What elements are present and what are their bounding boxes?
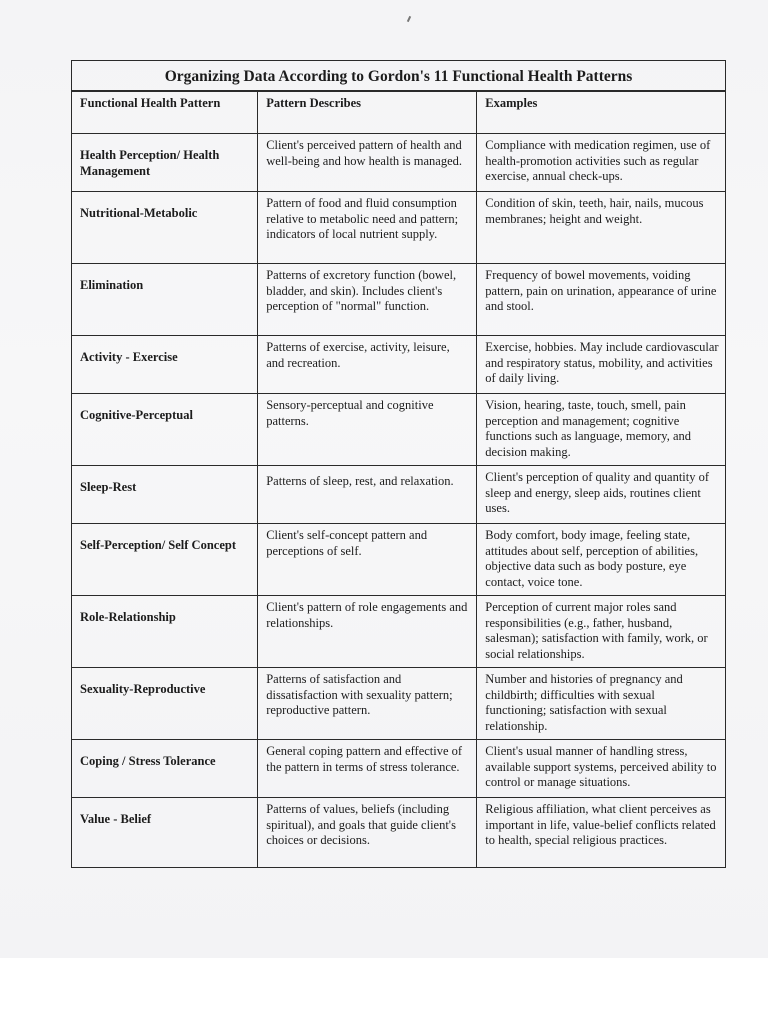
describes-cell: Client's pattern of role engagements and relationships. [258, 596, 477, 668]
table-row [72, 466, 726, 524]
table-row [72, 668, 726, 740]
table-header-row [72, 91, 726, 134]
describes-cell: Patterns of excretory function (bowel, bladder, and skin). Includes client's perception of "normal" function. [258, 264, 477, 336]
examples-cell: Number and histories of pregnancy and childbirth; difficulties with sexual functioning; satisfaction with sexual relationship. [477, 668, 726, 740]
pattern-cell: Self-Perception/ Self Concept [72, 524, 258, 596]
table-row [72, 192, 726, 264]
pattern-cell: Coping / Stress Tolerance [72, 740, 258, 798]
describes-cell: Sensory-perceptual and cognitive patterns. [258, 394, 477, 466]
functional-health-patterns-table [71, 60, 726, 868]
examples-cell: Religious affiliation, what client perceives as important in life, value-belief conflicts related to health, special religious practices. [477, 798, 726, 868]
describes-cell: Client's self-concept pattern and perceptions of self. [258, 524, 477, 596]
examples-cell: Compliance with medication regimen, use of health-promotion activities such as regular exercise, annual check-ups. [477, 134, 726, 192]
examples-cell: Vision, hearing, taste, touch, smell, pain perception and management; cognitive functions such as language, memory, and decision making. [477, 394, 726, 466]
pattern-cell: Activity - Exercise [72, 336, 258, 394]
header-functional-health-pattern: Functional Health Pattern [72, 91, 258, 134]
pattern-cell: Sleep-Rest [72, 466, 258, 524]
table-row [72, 336, 726, 394]
describes-cell: Pattern of food and fluid consumption relative to metabolic need and pattern; indicators of local nutrient supply. [258, 192, 477, 264]
pattern-cell: Health Perception/ Health Management [72, 134, 258, 192]
table-row [72, 596, 726, 668]
describes-cell: Patterns of values, beliefs (including spiritual), and goals that guide client's choices or decisions. [258, 798, 477, 868]
header-examples: Examples [477, 91, 726, 134]
pattern-cell: Elimination [72, 264, 258, 336]
pattern-cell: Value - Belief [72, 798, 258, 868]
scan-mark [407, 16, 411, 22]
table-row [72, 264, 726, 336]
table-row [72, 134, 726, 192]
describes-cell: Patterns of satisfaction and dissatisfaction with sexuality pattern; reproductive pattern. [258, 668, 477, 740]
header-pattern-describes: Pattern Describes [258, 91, 477, 134]
describes-cell: General coping pattern and effective of the pattern in terms of stress tolerance. [258, 740, 477, 798]
pattern-cell: Nutritional-Metabolic [72, 192, 258, 264]
pattern-cell: Sexuality-Reproductive [72, 668, 258, 740]
describes-cell: Patterns of exercise, activity, leisure, and recreation. [258, 336, 477, 394]
examples-cell: Exercise, hobbies. May include cardiovascular and respiratory status, mobility, and activities of daily living. [477, 336, 726, 394]
pattern-cell: Role-Relationship [72, 596, 258, 668]
examples-cell: Perception of current major roles sand responsibilities (e.g., father, husband, salesman); satisfaction with family, work, or social relationships. [477, 596, 726, 668]
examples-cell: Frequency of bowel movements, voiding pattern, pain on urination, appearance of urine and stool. [477, 264, 726, 336]
table-row [72, 394, 726, 466]
table-row [72, 524, 726, 596]
examples-cell: Condition of skin, teeth, hair, nails, mucous membranes; height and weight. [477, 192, 726, 264]
describes-cell: Patterns of sleep, rest, and relaxation. [258, 466, 477, 524]
table-title: Organizing Data According to Gordon's 11 Functional Health Patterns [72, 61, 726, 92]
examples-cell: Client's perception of quality and quantity of sleep and energy, sleep aids, routines client uses. [477, 466, 726, 524]
table-row [72, 740, 726, 798]
examples-cell: Body comfort, body image, feeling state, attitudes about self, perception of abilities, objective data such as body posture, eye contact, voice tone. [477, 524, 726, 596]
pattern-cell: Cognitive-Perceptual [72, 394, 258, 466]
examples-cell: Client's usual manner of handling stress, available support systems, perceived ability to control or manage situations. [477, 740, 726, 798]
table-row [72, 798, 726, 868]
describes-cell: Client's perceived pattern of health and well-being and how health is managed. [258, 134, 477, 192]
